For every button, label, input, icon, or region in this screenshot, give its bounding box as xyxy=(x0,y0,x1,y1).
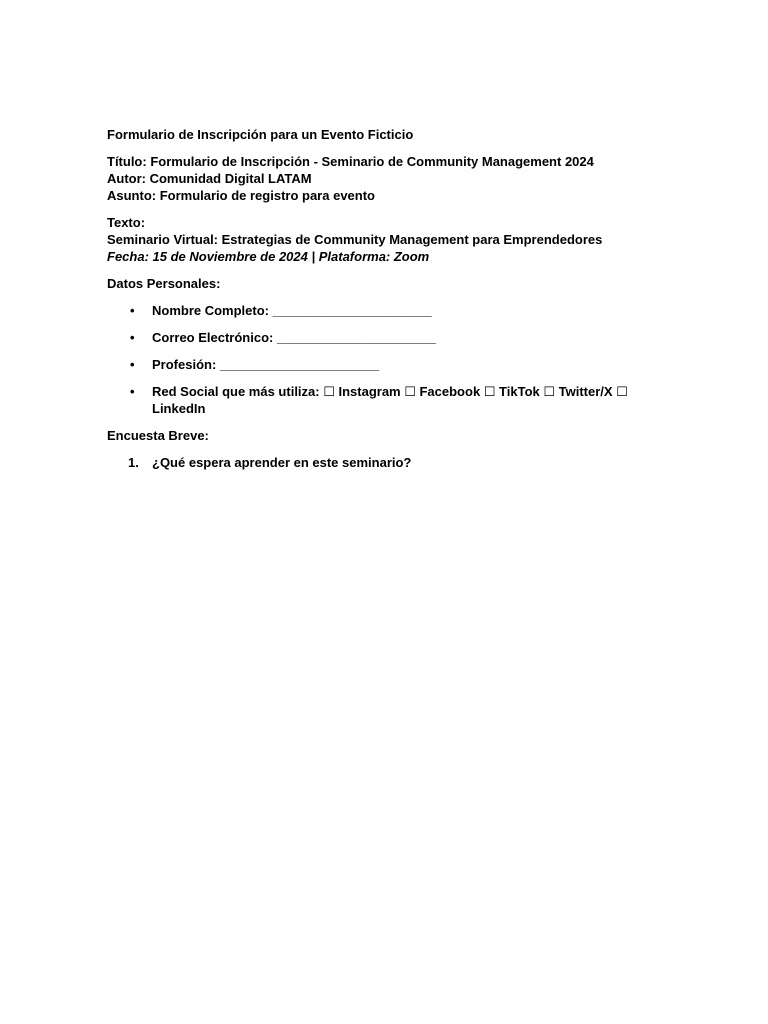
survey-question xyxy=(107,454,647,471)
survey-question-list xyxy=(107,454,647,471)
list-item-profession xyxy=(107,356,647,373)
survey-heading: Encuesta Breve: xyxy=(107,428,209,443)
list-item-text: Red Social que más utiliza: ☐ Instagram ☐ Facebook ☐ TikTok ☐ Twitter/X ☐ LinkedIn xyxy=(152,384,628,416)
personal-data-list xyxy=(107,302,647,417)
list-item-full-name xyxy=(107,302,647,319)
meta-subject-line: Asunto: Formulario de registro para evento xyxy=(107,188,375,203)
document-heading: Formulario de Inscripción para un Evento Ficticio xyxy=(107,127,414,142)
meta-title-line: Título: Formulario de Inscripción - Seminario de Community Management 2024 xyxy=(107,154,594,169)
text-section xyxy=(107,214,647,265)
document-meta xyxy=(107,153,647,204)
bullet-icon: • xyxy=(130,357,135,372)
event-details: Fecha: 15 de Noviembre de 2024 | Plataforma: Zoom xyxy=(107,249,430,264)
question-text: ¿Qué espera aprender en este seminario? xyxy=(152,455,412,470)
list-item-text: Nombre Completo: ______________________ xyxy=(152,303,432,318)
text-section-label: Texto: xyxy=(107,215,146,230)
list-item-email xyxy=(107,329,647,346)
event-title: Seminario Virtual: Estrategias de Community Management para Emprendedores xyxy=(107,232,603,247)
document-body xyxy=(107,126,647,481)
bullet-icon: • xyxy=(130,384,135,399)
bullet-icon: • xyxy=(130,330,135,345)
meta-author-line: Autor: Comunidad Digital LATAM xyxy=(107,171,312,186)
bullet-icon: • xyxy=(130,303,135,318)
personal-data-heading: Datos Personales: xyxy=(107,276,221,291)
list-item-social-network xyxy=(107,383,647,417)
list-item-text: Correo Electrónico: ______________________ xyxy=(152,330,437,345)
question-number: 1. xyxy=(128,455,139,470)
list-item-text: Profesión: ______________________ xyxy=(152,357,379,372)
